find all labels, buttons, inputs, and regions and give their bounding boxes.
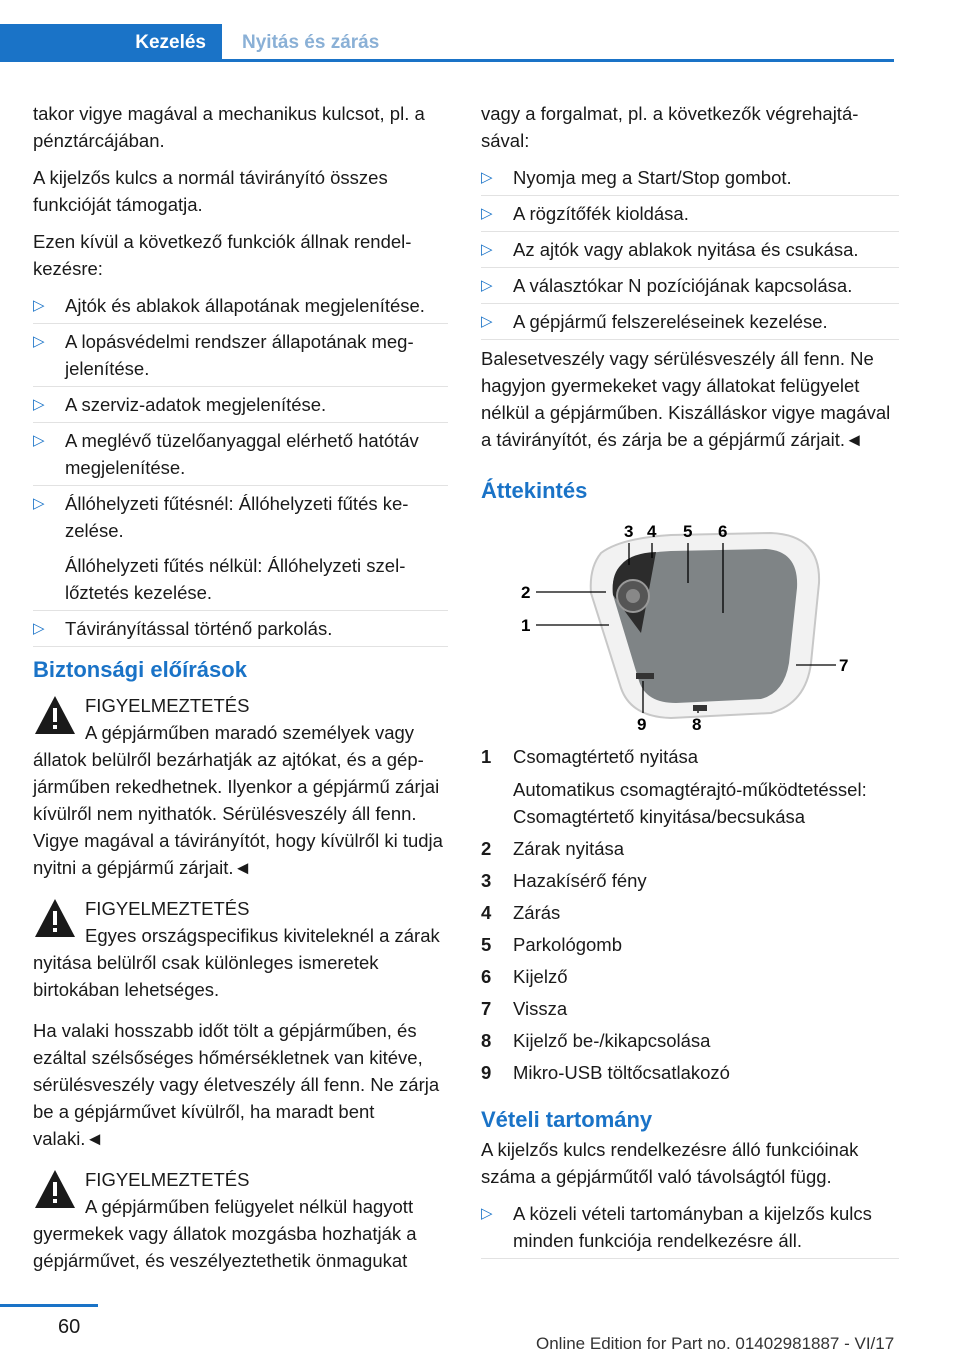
- triangle-bullet-icon: ▷: [481, 277, 493, 294]
- list-item: ▷ Ajtók és ablakok állapotának megjelenítése.: [33, 292, 448, 319]
- triangle-bullet-icon: ▷: [481, 241, 493, 258]
- paragraph: Ha valaki hosszabb időt tölt a gépjárműben, és ezáltal szélsőséges hőmérsékletnek van kitéve, sérülésveszély vagy életveszély áll fenn. Ne zárja be a gépjárművet kívülről, ha maradt bent valaki.◄: [33, 1020, 440, 1149]
- list-item: ▷ Állóhelyzeti fűtésnél: Állóhelyzeti fűtés kezelése. Állóhelyzeti fűtés nélkül: Állóhelyzeti szellőztetés kezelése.: [33, 490, 448, 606]
- warning-title: FIGYELMEZTETÉS: [85, 1169, 250, 1190]
- callout-label: 7: [839, 656, 849, 675]
- section-title: Vételi tartomány: [481, 1107, 653, 1132]
- warning-title: FIGYELMEZTETÉS: [85, 695, 250, 716]
- warning-text: A gépjárműben maradó személyek vagy állatok belülről bezárhatják az ajtókat, és a gépjárműben rekedhetnek. Ilyenkor a gépjármű zárjai kívülről nem nyithatók. Sérülésveszély áll fenn. Vigye magával a távirányítót, hogy kívülről ki tudja nyitni a gépjármű zárjait.◄: [33, 722, 443, 878]
- section-title: Áttekintés: [481, 478, 588, 503]
- paragraph: Balesetveszély vagy sérülésveszély áll fenn. Ne hagyjon gyermekeket vagy állatokat felügyelet nélkül a gépjárműben. Kiszálláskor vigye magával a távirányítót, és zárja be a gépjármű zárjait.◄: [481, 348, 891, 450]
- list-item: ▷ Távirányítással történő parkolás.: [33, 615, 448, 642]
- legend-item: 4 Zárás: [481, 902, 561, 923]
- list-item: ▷ A választókar N pozíciójának kapcsolása.: [481, 272, 899, 299]
- warning-title: FIGYELMEZTETÉS: [85, 898, 250, 919]
- paragraph: vagy a forgalmat, pl. a következők végrehajtásával:: [481, 103, 859, 151]
- display-key-figure: [481, 513, 899, 733]
- footer-accent-bar: [0, 1304, 98, 1307]
- warning-block: [33, 895, 448, 1003]
- callout-label: 4: [647, 522, 657, 541]
- list-item: ▷ A szerviz-adatok megjelenítése.: [33, 391, 448, 418]
- list-item: ▷ A meglévő tüzelőanyaggal elérhető hatótáv megjelenítése.: [33, 427, 448, 481]
- paragraph: takor vigye magával a mechanikus kulcsot, pl. a pénztárcájában.: [33, 103, 425, 151]
- triangle-bullet-icon: ▷: [33, 396, 45, 413]
- callout-label: 2: [521, 583, 531, 602]
- triangle-bullet-icon: ▷: [33, 432, 45, 449]
- legend-item: 2 Zárak nyitása: [481, 838, 625, 859]
- triangle-bullet-icon: ▷: [33, 620, 45, 637]
- callout-label: 3: [624, 522, 634, 541]
- triangle-bullet-icon: ▷: [33, 297, 45, 314]
- left-column: [33, 100, 448, 1288]
- action-list: [481, 164, 899, 335]
- list-item: ▷ A gépjármű felszereléseinek kezelése.: [481, 308, 899, 335]
- callout-label: 1: [521, 616, 531, 635]
- warning-triangle-icon: [33, 694, 77, 736]
- callout-label: 5: [683, 522, 693, 541]
- section-title: Biztonsági előírások: [33, 657, 247, 682]
- tab-kezeles[interactable]: Kezelés: [0, 24, 222, 62]
- list-item-sub: Állóhelyzeti fűtés nélkül: Állóhelyzeti szellőztetés kezelése.: [65, 555, 406, 603]
- display-key-illustration: [481, 513, 899, 733]
- triangle-bullet-icon: ▷: [481, 169, 493, 186]
- triangle-bullet-icon: ▷: [33, 495, 45, 512]
- callout-label: 9: [637, 715, 647, 733]
- paragraph: A kijelzős kulcs a normál távirányító összes funkcióját támogatja.: [33, 167, 388, 215]
- warning-triangle-icon: [33, 897, 77, 939]
- list-item: ▷ A lopásvédelmi rendszer állapotának megjelenítése.: [33, 328, 448, 382]
- page-number: 60: [58, 1316, 81, 1338]
- list-item: ▷ A rögzítőfék kioldása.: [481, 200, 899, 227]
- warning-triangle-icon: [33, 1168, 77, 1210]
- warning-block: [33, 692, 448, 881]
- triangle-bullet-icon: ▷: [33, 333, 45, 350]
- tab-nyitas-es-zaras[interactable]: Nyitás és zárás: [222, 24, 894, 62]
- legend-item-sub: Automatikus csomagtérajtó-működtetéssel: Csomagtértető kinyitása/becsukása: [513, 779, 867, 827]
- legend-item: 1 Csomagtértető nyitása Automatikus csomagtérajtó-működtetéssel: Csomagtértető kinyitása/becsukása: [481, 743, 899, 830]
- paragraph: Ezen kívül a következő funkciók állnak rendelkezésre:: [33, 231, 412, 279]
- warning-text: Egyes országspecifikus kiviteleknél a zárak nyitása belülről csak különleges ismeretek birtokában lehetséges.: [33, 925, 440, 1000]
- legend-item: 9 Mikro-USB töltőcsatlakozó: [481, 1062, 730, 1083]
- edition-note: Online Edition for Part no. 01402981887 - VI/17: [536, 1334, 895, 1353]
- function-list: [33, 292, 448, 642]
- list-item: ▷ Az ajtók vagy ablakok nyitása és csukása.: [481, 236, 899, 263]
- list-item: ▷ A közeli vételi tartományban a kijelzős kulcs minden funkciója rendelkezésre áll.: [481, 1200, 899, 1254]
- callout-label: 8: [692, 715, 702, 733]
- legend-item: 5 Parkológomb: [481, 934, 623, 955]
- range-list: [481, 1200, 899, 1254]
- figure-legend: [481, 743, 899, 1086]
- triangle-bullet-icon: ▷: [481, 313, 493, 330]
- triangle-bullet-icon: ▷: [481, 205, 493, 222]
- legend-item: 8 Kijelző be-/kikapcsolása: [481, 1030, 711, 1051]
- page-header: [0, 0, 960, 62]
- warning-text: A gépjárműben felügyelet nélkül hagyott gyermekek vagy állatok mozgásba hozhatják a gépjárművet, és veszélyeztethetik önmagukat: [33, 1196, 417, 1271]
- legend-item: 3 Hazakísérő fény: [481, 870, 647, 891]
- paragraph: A kijelzős kulcs rendelkezésre álló funkcióinak száma a gépjárműtől való távolságtól függ.: [481, 1139, 859, 1187]
- warning-block: [33, 1166, 448, 1274]
- callout-label: 6: [718, 522, 728, 541]
- legend-item: 7 Vissza: [481, 998, 568, 1019]
- list-item: ▷ Nyomja meg a Start/Stop gombot.: [481, 164, 899, 191]
- right-column: [481, 100, 899, 1264]
- triangle-bullet-icon: ▷: [481, 1205, 493, 1222]
- legend-item: 6 Kijelző: [481, 966, 568, 987]
